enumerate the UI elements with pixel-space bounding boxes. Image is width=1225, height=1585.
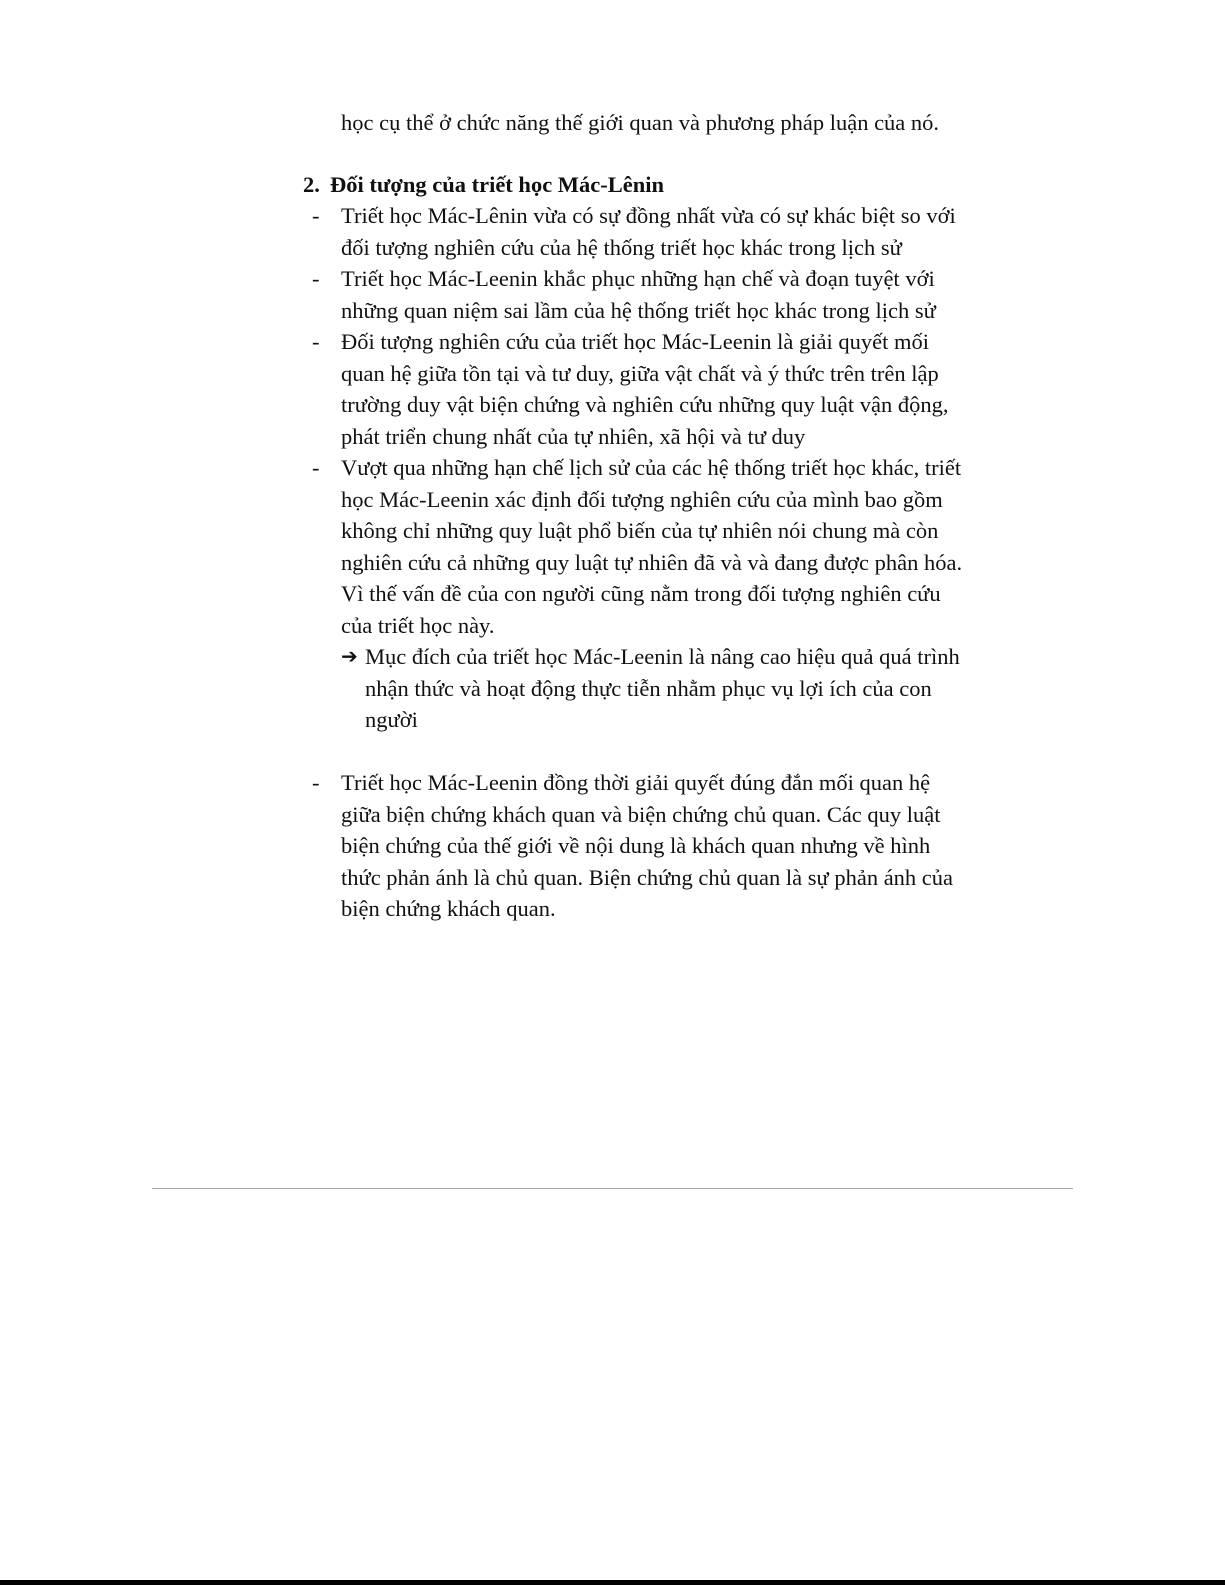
- list-item-text: Triết học Mác-Lênin vừa có sự đồng nhất vừa có sự khác biệt so với đối tượng nghiên cứu của hệ thống triết học khác trong lịch sử: [341, 203, 956, 260]
- list-item: [312, 767, 963, 925]
- list-item-text: Đối tượng nghiên cứu của triết học Mác-Leenin là giải quyết mối quan hệ giữa tồn tại và tư duy, giữa vật chất và ý thức trên trên lập trường duy vật biện chứng và nghiên cứu những quy luật vận động, phát triển chung nhất của tự nhiên, xã hội và tư duy: [341, 329, 949, 449]
- list-item: [312, 263, 963, 326]
- list-item: [312, 200, 963, 263]
- page-break-divider: [152, 1188, 1073, 1189]
- list-item: [312, 326, 963, 452]
- blank-line: [341, 736, 963, 768]
- intro-paragraph: học cụ thể ở chức năng thế giới quan và phương pháp luận của nó.: [341, 110, 940, 135]
- bullet-dash: -: [312, 329, 320, 354]
- list-item-text: Triết học Mác-Leenin khắc phục những hạn chế và đoạn tuyệt với những quan niệm sai lầm của hệ thống triết học khác trong lịch sử: [341, 266, 936, 323]
- list-item-text: Triết học Mác-Leenin đồng thời giải quyết đúng đắn mối quan hệ giữa biện chứng khách quan và biện chứng chủ quan. Các quy luật biện chứng của thế giới về nội dung là khách quan nhưng về hình thức phản ánh là chủ quan. Biện chứng chủ quan là sự phản ánh của biện chứng khách quan.: [341, 770, 954, 921]
- section-number: 2.: [303, 172, 320, 197]
- bullet-dash: -: [312, 203, 320, 228]
- bullet-dash: -: [312, 455, 320, 480]
- right-arrow-icon: ➔: [341, 644, 358, 668]
- list-item-text: Vượt qua những hạn chế lịch sử của các hệ thống triết học khác, triết học Mác-Leenin xác định đối tượng nghiên cứu của mình bao gồm không chỉ những quy luật phổ biến của tự nhiên nói chung mà còn nghiên cứu cả những quy luật tự nhiên đã và và đang được phân hóa. Vì thế vấn đề của con người cũng nằm trong đối tượng nghiên cứu của triết học này.: [341, 455, 963, 638]
- bottom-edge-bar: [0, 1580, 1225, 1585]
- list-item: [312, 452, 963, 641]
- bullet-list: [312, 200, 963, 925]
- bullet-dash: -: [312, 266, 320, 291]
- section-heading: [303, 169, 963, 201]
- conclusion-text: Mục đích của triết học Mác-Leenin là nâng cao hiệu quả quá trình nhận thức và hoạt động thực tiễn nhằm phục vụ lợi ích của con người: [365, 644, 960, 732]
- bullet-dash: -: [312, 770, 320, 795]
- conclusion-item: [341, 641, 963, 736]
- section-title: Đối tượng của triết học Mác-Lênin: [330, 172, 665, 197]
